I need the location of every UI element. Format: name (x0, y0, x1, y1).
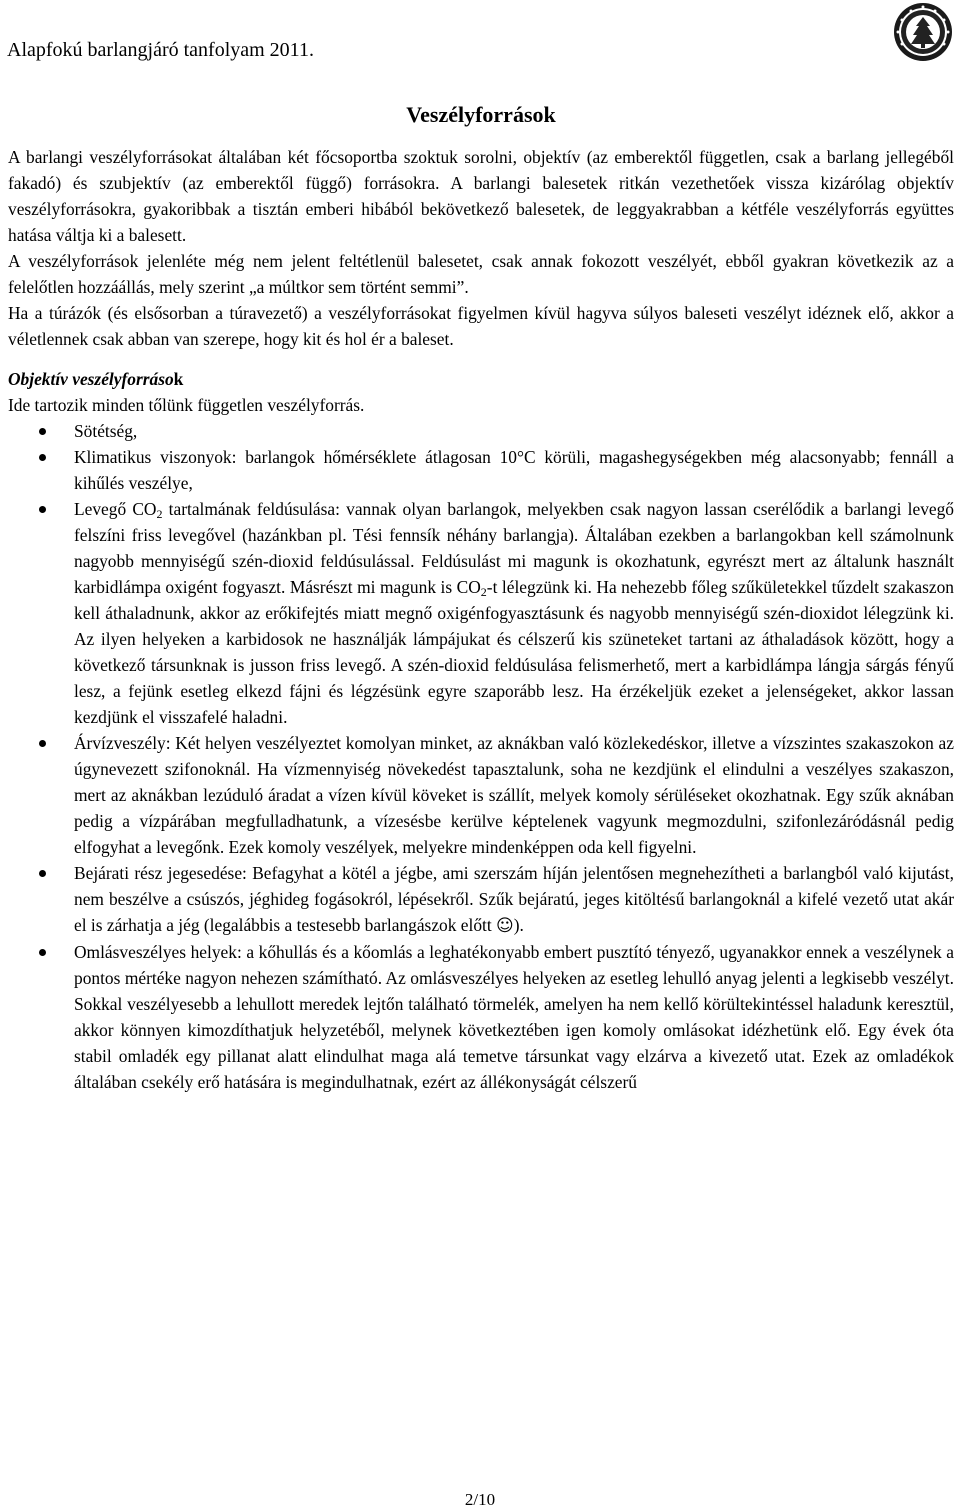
bullet-icon (39, 428, 46, 435)
list-item-text: -t lélegzünk ki. Ha nehezebb főleg szűkületekkel tűzdelt szakaszon kell áthaladnunk, akkor az erőkifejtés miatt megnő oxigénfogyasztásunk és nagyobb mennyiségű szén-dioxidot lélegzünk ki. Az ilyen helyeken a karbidosok ne használják lámpájukat és célszerű kis szüneteket tartani az áthaladások között, hogy a következő társunknak is jusson friss levegő. A szén-dioxid feldúsulása felismerhető, mert a karbidlámpa lángja sárgás fényű lesz, a fejünk esetleg elkezd fájni és légzésünk egyre szaporább lesz. Ha érzékeljük ezeket a jelenségeket, akkor lassan kezdjünk el visszafelé haladni. (74, 577, 954, 727)
subscript: 2 (480, 585, 487, 599)
intro-paragraph-3: Ha a túrázók (és elsősorban a túravezető) a veszélyforrásokat figyelmen kívül hagyva súlyos baleseti veszélyt idéznek elő, akkor a véletlennek csak abban van szerepe, hogy kit és hol ér a baleset. (8, 303, 954, 349)
bullet-icon (39, 740, 46, 747)
bullet-icon (39, 454, 46, 461)
section-heading (8, 366, 954, 392)
list-item-text: Levegő CO (74, 499, 157, 519)
list-item-text: ). (513, 915, 524, 935)
list-item (8, 860, 954, 939)
subscript: 2 (156, 507, 163, 521)
hazard-list (8, 418, 954, 1095)
bullet-icon (39, 949, 46, 956)
list-item-text: Árvízveszély: Két helyen veszélyeztet komolyan minket, az aknákban való közlekedéskor, illetve a vízszintes szakaszokon az úgynevezett szifonoknál. Ha vízmennyiség növekedést tapasztalunk, soha ne kezdjünk el elindulni a veszélyes szakaszon, mert az aknákban lezúduló áradat a vízen kívül köveket is szállít, melyek komoly sérüléseket okozhatnak. Egy szűk aknában pedig a vízpárában megfulladhatunk, a vízesésbe kerülve képtelenek vagyunk megmozdulni, szifonlezáródásnál pedig elfogyhat a levegőnk. Ezek komoly veszélyek, melyekre mindenképpen oda kell figyelni. (74, 733, 954, 857)
list-item-text: Bejárati rész jegesedése: Befagyhat a kötél a jégbe, ami szerszám híján jelentősen megnehezítheti a barlangból való kijutást, nem beszélve a csúszós, jéghideg fogásokról, lépésekről. Szűk bejáratú, jeges kitöltésű barlangoknál a kifelé vezető utat akár el is zárhatja a jég (legalábbis a testesebb barlangászok előtt (74, 863, 954, 935)
list-item (8, 939, 954, 1095)
list-item (8, 418, 954, 444)
document-body (8, 100, 954, 1095)
page-number: 2/10 (464, 1490, 496, 1509)
section-heading-plain: k (173, 369, 184, 389)
running-header: Alapfokú barlangjáró tanfolyam 2011. (7, 39, 314, 61)
list-item-text: Sötétség, (74, 421, 138, 441)
list-item (8, 496, 954, 730)
page-title: Veszélyforrások (406, 102, 556, 127)
list-item-text: Klimatikus viszonyok: barlangok hőmérséklete átlagosan 10°C körüli, magashegységekben még alacsonyabb; fennáll a kihűlés veszélye, (74, 447, 954, 493)
list-item (8, 730, 954, 860)
bullet-icon (39, 506, 46, 513)
list-item (8, 444, 954, 496)
list-item-text: tartalmának feldúsulása: vannak olyan barlangok, melyekben csak nagyon lassan cserélődik a barlangi levegő felszíni friss levegővel (hazánkban pl. Tési fennsík néhány barlangja). Általában ezekben a barlangokban kell számolnunk nagyobb mennyiségű szén-dioxid feldúsulással. Feldúsulást mi magunk is okozhatunk, egyrészt mert az általunk használt karbidlámpa oxigént fogyaszt. Másrészt mi magunk is CO (74, 499, 955, 597)
intro-paragraph-1: A barlangi veszélyforrásokat általában két főcsoportba szoktuk sorolni, objektív (az emberektől független, csak a barlang jellegéből fakadó) és szubjektív (az emberektől függő) forrásokra. A barlangi balesetek ritkán vezethetőek vissza kizárólag objektív veszélyforrásokra, gyakoribbak a tisztán emberi hibából bekövetkező balesetek, de leggyakrabban a kétféle veszélyforrás együttes hatása váltja ki a balesett. (8, 147, 954, 245)
smiley-icon: ☺ (496, 916, 514, 936)
section-intro: Ide tartozik minden tőlünk független veszélyforrás. (8, 395, 365, 415)
bullet-icon (39, 870, 46, 877)
list-item-text: Omlásveszélyes helyek: a kőhullás és a kőomlás a leghatékonyabb embert pusztító tényező, ugyanakkor ennek a veszélynek a pontos mértéke nagyon nehezen számítható. Az omlásveszélyes helyeken az esetleg lehulló anyag jelenti a legkisebb veszélyt. Sokkal veszélyesebb a lehullott meredek lejtőn található törmelék, amelyen ha nem kellő körültekintéssel haladunk keresztül, akkor könnyen kimozdíthatjuk helyzetéből, melynek következtében igen komoly omlásokat idézhetünk elő. Egy évek óta stabil omladék egy pillanat alatt elindulhat maga alá temetve társunkat vagy elzárva a kivezető utat. Ezek az omladékok általában csekély erő hatására is megindulhatnak, ezért az állékonyságát célszerű (74, 942, 954, 1092)
club-emblem-icon (893, 2, 953, 62)
intro-paragraph-2: A veszélyforrások jelenléte még nem jelent feltétlenül balesetet, csak annak fokozott veszélyét, ebből gyakran következik az a felelőtlen hozzáállás, mely szerint „a múltkor sem történt semmi”. (8, 251, 954, 297)
section-heading-italic: Objektív veszélyforráso (8, 369, 174, 389)
